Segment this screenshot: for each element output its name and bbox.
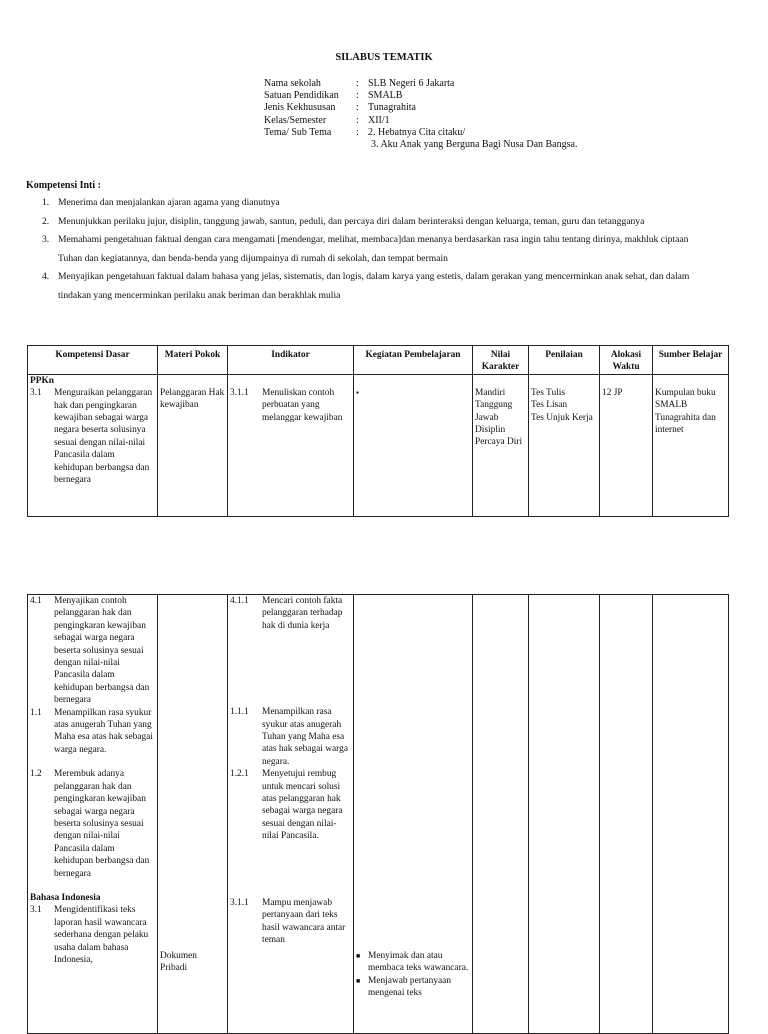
- nilai-item: Tanggung Jawab: [475, 400, 513, 423]
- info-label: Tema/ Sub Tema: [264, 126, 332, 138]
- info-label: Jenis Kekhususan: [264, 102, 336, 114]
- kegiatan-cell: [354, 374, 473, 516]
- materi-cell: [158, 374, 228, 516]
- indicator-text: Menyetujui rembug untuk mencari solusi atas pelanggaran hak sebagai warga negara sesuai dengan nilai-nilai Pancasila.: [262, 769, 343, 842]
- bullet-icon: ■: [356, 952, 361, 960]
- core-competency-list: [42, 194, 710, 305]
- alokasi-cell: [600, 374, 653, 516]
- activity-text: Menyimak dan atau membaca teks wawancara.: [368, 951, 469, 974]
- column-header: Alokasi Waktu: [600, 346, 653, 375]
- column-header: Penilaian: [529, 346, 600, 375]
- indicator-text: Mampu menjawab pertanyaan dari teks hasil wawancara antar teman: [262, 897, 346, 945]
- list-text: Memahami pengetahuan faktual dengan cara mengamati [mendengar, melihat, membaca]dan menanya berdasarkan rasa ingin tahu tentang dirinya, makhluk ciptaan Tuhan dan kegiatannya, dan benda-benda yang dijumpainya di rumah di sekolah, dan tempat bermain: [58, 234, 689, 264]
- penilaian-item: Tes Tulis: [531, 387, 565, 398]
- competency-text: Menguraikan pelanggaran hak dan pengingkaran kewajiban sebagai warga negara beserta solusinya sesuai dengan nilai-nilai Pancasila dalam kehidupan berbangsa dan bernegara: [54, 388, 153, 486]
- column-header: Kompetensi Dasar: [28, 346, 158, 375]
- nilai-cell: [473, 595, 529, 1034]
- indicator-number: 4.1.1: [230, 596, 249, 606]
- subject-label: PPKn: [30, 375, 54, 386]
- info-row: [264, 78, 577, 90]
- list-text: Menerima dan menjalankan ajaran agama yang dianutnya: [58, 197, 280, 208]
- info-label: Nama sekolah: [264, 78, 321, 89]
- list-item: [356, 975, 470, 1000]
- kegiatan-cell: [354, 595, 473, 1034]
- indicator-item: [230, 387, 351, 424]
- materi-text: Pelanggaran Hak kewajiban: [160, 387, 225, 411]
- competency-text: Merembuk adanya pelanggaran hak dan pengingkaran kewajiban sebagai warga negara beserta solusinya sesuai dengan nilai-nilai Pancasila dalam kehidupan berbangsa dan bernegara: [54, 769, 150, 879]
- sumber-cell: [653, 595, 729, 1034]
- indikator-cell: [228, 374, 354, 516]
- indicator-text: Menampilkan rasa syukur atas anugerah Tuhan yang Maha esa atas hak sebagai warga negara.: [262, 707, 348, 767]
- list-item: [42, 231, 710, 268]
- info-value: SMALB: [368, 90, 403, 102]
- nilai-item: Disiplin: [475, 425, 506, 436]
- nilai-cell: [473, 374, 529, 516]
- core-competency-heading: Kompetensi Inti :: [26, 180, 101, 191]
- syllabus-table: [27, 345, 729, 517]
- indicator-item: [230, 897, 351, 947]
- info-value: Tunagrahita: [368, 102, 416, 114]
- materi-text: Dokumen Pribadi: [160, 951, 197, 974]
- penilaian-item: Tes Lisan: [531, 400, 568, 411]
- competency-text: Mengidentifikasi teks laporan hasil wawancara sederhana dengan pelaku usaha dalam bahasa Indonesia,: [54, 905, 149, 965]
- competency-item: [30, 387, 155, 486]
- bullet-icon: ▪: [356, 387, 359, 397]
- info-colon: :: [356, 126, 359, 138]
- alokasi-cell: [600, 595, 653, 1034]
- column-header: Materi Pokok: [158, 346, 228, 375]
- competency-number: 3.1: [30, 388, 42, 399]
- table-header-row: [28, 346, 729, 375]
- competency-item: [30, 904, 155, 966]
- indicator-item: [230, 768, 351, 842]
- list-text: Menyajikan pengetahuan faktual dalam bahasa yang jelas, sistematis, dan logis, dalam karya yang estetis, dalam gerakan yang mencerminkan anak sehat, dan dalam tindakan yang mencerminkan perilaku anak beriman dan berakhlak mulia: [58, 271, 690, 301]
- subject-label: Bahasa Indonesia: [30, 892, 101, 903]
- materi-cell: [158, 595, 228, 1034]
- info-row: [264, 102, 577, 114]
- kd-cell: [28, 374, 158, 516]
- info-value: SLB Negeri 6 Jakarta: [368, 78, 455, 89]
- kd-cell: [28, 595, 158, 1034]
- competency-number: 4.1: [30, 596, 42, 606]
- sumber-text: Kumpulan buku SMALB Tunagrahita dan internet: [655, 387, 716, 436]
- syllabus-table-continued: [27, 594, 729, 1034]
- list-item: [42, 268, 710, 305]
- info-label: Kelas/Semester: [264, 114, 327, 126]
- document-title: SILABUS TEMATIK: [335, 52, 433, 63]
- column-header: Kegiatan Pembelajaran: [354, 346, 473, 375]
- sumber-cell: [653, 374, 729, 516]
- list-number: 2.: [42, 215, 50, 227]
- info-colon: :: [356, 78, 359, 89]
- indicator-text: Mencari contoh fakta pelanggaran terhadap hak di dunia kerja: [262, 596, 343, 631]
- indicator-number: 1.1.1: [230, 707, 249, 718]
- list-text: Menunjukkan perilaku jujur, disiplin, tanggung jawab, santun, peduli, dan percaya diri dalam berinteraksi dengan keluarga, teman, guru dan tetangganya: [58, 215, 645, 227]
- indikator-cell: [228, 595, 354, 1034]
- info-row: [264, 115, 577, 127]
- info-colon: :: [356, 114, 359, 126]
- table-row: [28, 374, 729, 516]
- competency-item: [30, 595, 155, 707]
- column-header: Nilai Karakter: [473, 346, 529, 375]
- school-info: [264, 78, 577, 151]
- list-item: [42, 194, 710, 213]
- activity-text: Menjawab pertanyaan mengenai teks: [368, 975, 452, 999]
- info-colon: :: [356, 90, 359, 102]
- list-number: 1.: [42, 197, 50, 208]
- bullet-icon: ■: [356, 976, 361, 985]
- competency-number: 3.1: [30, 905, 42, 916]
- info-value: XII/1: [368, 114, 390, 126]
- list-number: 4.: [42, 271, 50, 282]
- info-row: [264, 127, 577, 139]
- penilaian-cell: [529, 595, 600, 1034]
- competency-number: 1.2: [30, 769, 42, 780]
- info-row: [264, 90, 577, 102]
- column-header: Indikator: [228, 346, 354, 375]
- indicator-text: Menuliskan contoh perbuatan yang melanggar kewajiban: [262, 387, 343, 423]
- nilai-item: Percaya Diri: [475, 437, 523, 448]
- competency-item: [30, 768, 155, 880]
- competency-item: [30, 707, 155, 757]
- activity-list: [356, 950, 470, 1000]
- table-row: [28, 595, 729, 1034]
- indicator-number: 1.2.1: [230, 769, 249, 780]
- list-item: [42, 213, 710, 232]
- nilai-item: Mandiri: [475, 387, 506, 398]
- list-number: 3.: [42, 234, 50, 245]
- penilaian-item: Tes Unjuk Kerja: [531, 412, 593, 423]
- info-label: Satuan Pendidikan: [264, 90, 339, 102]
- indicator-number: 3.1.1: [230, 897, 249, 908]
- subtheme-continuation: 3. Aku Anak yang Berguna Bagi Nusa Dan Bangsa.: [371, 139, 578, 151]
- info-colon: :: [356, 102, 359, 114]
- column-header: Sumber Belajar: [653, 346, 729, 375]
- indicator-number: 3.1.1: [230, 387, 249, 398]
- penilaian-cell: [529, 374, 600, 516]
- list-item: [356, 950, 470, 975]
- alokasi-text: 12 JP: [602, 387, 623, 398]
- indicator-item: [230, 706, 351, 768]
- competency-text: Menyajikan contoh pelanggaran hak dan pengingkaran kewajiban sebagai warga negara beserta solusinya sesuai dengan nilai-nilai Pancasila dalam kehidupan berbangsa dan bernegara: [54, 596, 150, 706]
- info-value: 2. Hebatnya Cita citaku/: [368, 126, 466, 138]
- indicator-item: [230, 595, 351, 632]
- competency-text: Menampilkan rasa syukur atas anugerah Tuhan yang Maha esa atas hak sebagai warga negara.: [54, 707, 153, 755]
- competency-number: 1.1: [30, 707, 42, 718]
